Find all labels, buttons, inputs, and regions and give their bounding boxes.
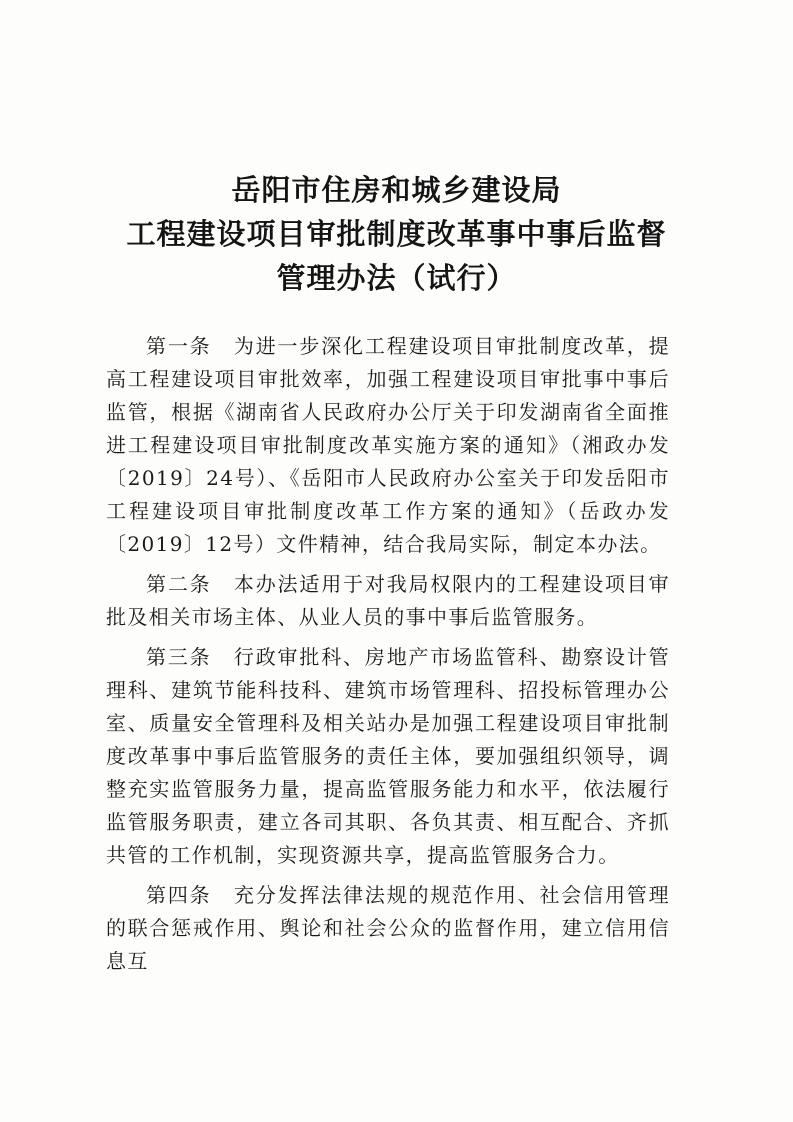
document-title [0, 168, 793, 300]
article-3 [106, 641, 670, 872]
document-body [106, 330, 670, 978]
title-line-1: 岳阳市住房和城乡建设局 [231, 173, 562, 207]
article-1-label: 第一条 [146, 334, 212, 358]
article-2 [106, 568, 670, 634]
article-3-label: 第三条 [146, 645, 212, 669]
article-4-label: 第四条 [146, 883, 212, 907]
article-4 [106, 879, 670, 978]
article-1-text: 为进一步深化工程建设项目审批制度改革，提高工程建设项目审批效率，加强工程建设项目审批事中事后监管，根据《湖南省人民政府办公厅关于印发湖南省全面推进工程建设项目审批制度改革实施方案的通知》（湘政办发〔2019〕24号）、《岳阳市人民政府办公室关于印发岳阳市工程建设项目审批制度改革工作方案的通知》（岳政办发〔2019〕12号）文件精神，结合我局实际，制定本办法。 [106, 334, 671, 556]
article-2-text: 本办法适用于对我局权限内的工程建设项目审批及相关市场主体、从业人员的事中事后监管服务。 [106, 572, 671, 629]
article-1 [106, 330, 670, 561]
title-line-3: 管理办法（试行） [276, 261, 517, 295]
title-line-2: 工程建设项目审批制度改革事中事后监督 [126, 217, 667, 251]
article-4-text: 充分发挥法律法规的规范作用、社会信用管理的联合惩戒作用、舆论和社会公众的监督作用，建立信用信息互 [106, 883, 671, 973]
article-3-text: 行政审批科、房地产市场监管科、勘察设计管理科、建筑节能科技科、建筑市场管理科、招投标管理办公室、质量安全管理科及相关站办是加强工程建设项目审批制度改革事中事后监管服务的责任主体，要加强组织领导，调整充实监管服务力量，提高监管服务能力和水平，依法履行监管服务职责，建立各司其职、各负其责、相互配合、齐抓共管的工作机制，实现资源共享，提高监管服务合力。 [106, 645, 671, 867]
article-2-label: 第二条 [146, 572, 212, 596]
